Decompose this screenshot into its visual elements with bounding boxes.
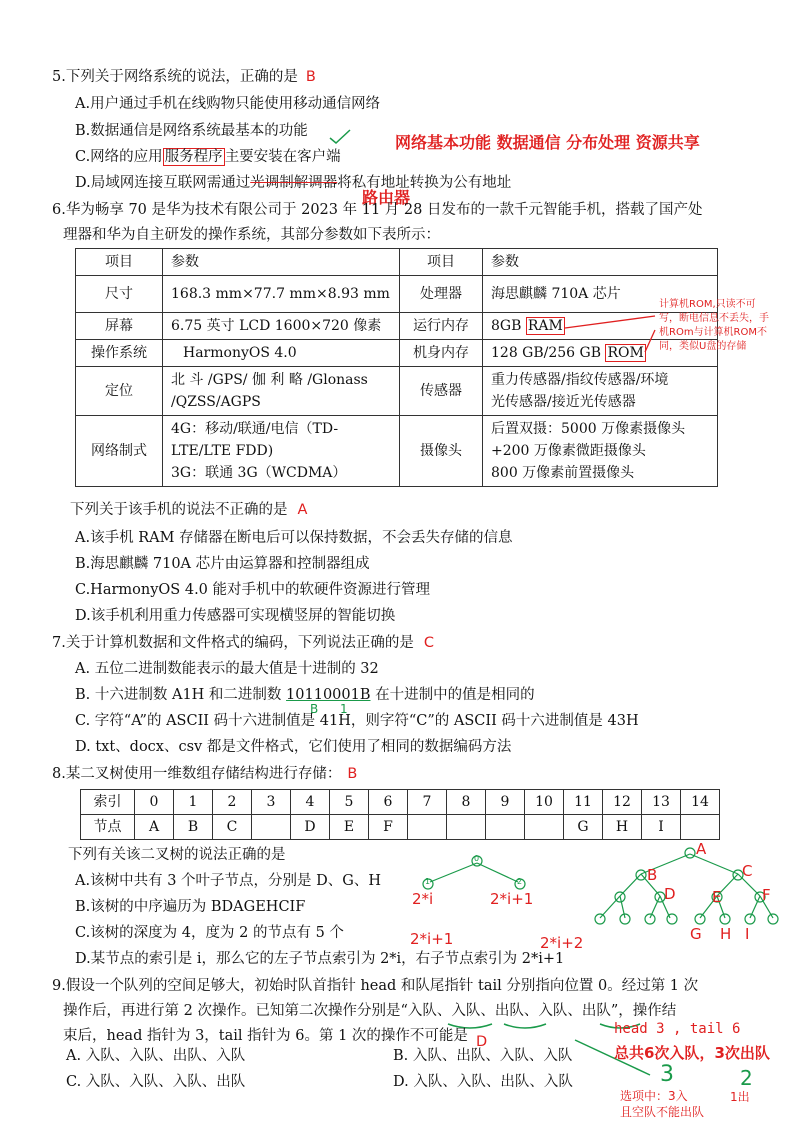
ram-box: RAM bbox=[527, 318, 563, 334]
q9-option-d: D. 入队、入队、出队、入队 bbox=[393, 1074, 573, 1090]
q9-note-1out: 1出 bbox=[730, 1090, 750, 1104]
q9-option-b: B. 入队、出队、入队、入队 bbox=[393, 1048, 573, 1064]
q9-note-ptr: head 3 , tail 6 bbox=[614, 1021, 741, 1037]
q5-answer: B bbox=[305, 69, 316, 85]
q9-stem-line3: 束后，head 指针为 3，tail 指针为 6。第 1 次的操作不可能是 D bbox=[63, 1028, 488, 1050]
table-row: 索引 0 1 2 3 4 5 6 7 8 9 10 11 12 13 14 bbox=[81, 790, 720, 815]
q9-option-a: A. 入队、入队、出队、入队 bbox=[66, 1048, 246, 1064]
q8-option-a: A.该树中共有 3 个叶子节点，分别是 D、G、H bbox=[75, 873, 381, 889]
q6-option-d: D.该手机利用重力传感器可实现横竖屏的智能切换 bbox=[75, 608, 396, 624]
q9-note-choice: 选项中：3入 且空队不能出队 bbox=[620, 1089, 705, 1119]
q7-option-c: C. 字符“A”的 ASCII 码十六进制值是 41H，则字符“C”的 ASCII 码十六进制值是 43H bbox=[75, 713, 639, 729]
q6-option-a: A.该手机 RAM 存储器在断电后可以保持数据，不会丢失存储的信息 bbox=[75, 530, 513, 546]
q7-stem: 7.关于计算机数据和文件格式的编码，下列说法正确的是 C bbox=[52, 635, 434, 651]
q8-answer: B bbox=[347, 766, 358, 782]
q6-sub-stem: 下列关于该手机的说法不正确的是 A bbox=[70, 502, 308, 518]
q5-service-program: 服务程序 bbox=[164, 149, 223, 165]
q8-option-c: C.该树的深度为 4，度为 2 的节点有 5 个 bbox=[75, 925, 344, 941]
q9-note-2: 2 bbox=[740, 1066, 753, 1090]
q6-stem-line2: 理器和华为自主研发的操作系统，其部分参数如下表所示： bbox=[63, 227, 440, 243]
q5-stem: 5.下列关于网络系统的说法，正确的是 B bbox=[52, 69, 316, 85]
q7-option-b: B. 十六进制数 A1H 和二进制数 10110001B 在十进制中的值是相同的 bbox=[75, 687, 535, 703]
table-row: 节点 A B C D E F G H I bbox=[81, 815, 720, 840]
q7-option-a: A. 五位二进制数能表示的最大值是十进制的 32 bbox=[75, 661, 379, 677]
q8-note-2i2: 2*i+2 bbox=[540, 934, 584, 952]
q7-note-1: 1 bbox=[340, 702, 348, 716]
q9-note-total: 总共6次入队，3次出队 bbox=[614, 1044, 770, 1062]
q6-stem-line1: 6.华为畅享 70 是华为技术有限公司于 2023 年 11 月 28 日发布的一款千元智能手机，搭载了国产处 bbox=[52, 202, 703, 218]
q5-option-b: B.数据通信是网络系统最基本的功能 bbox=[75, 123, 308, 139]
q8-note-2i1-b: 2*i+1 bbox=[410, 930, 454, 948]
table-row: 项目 参数 项目 参数 bbox=[76, 249, 718, 276]
q7-option-d: D. txt、docx、csv 都是文件格式，它们使用了相同的数据编码方法 bbox=[75, 739, 512, 755]
q5-option-a: A.用户通过手机在线购物只能使用移动通信网络 bbox=[75, 96, 381, 112]
q9-note-3: 3 bbox=[660, 1062, 674, 1087]
q5-note-functions: 网络基本功能 数据通信 分布处理 资源共享 bbox=[395, 133, 700, 152]
q9-stem-line1: 9.假设一个队列的空间足够大，初始时队首指针 head 和队尾指针 tail 分别指向位置 0。经过第 1 次 bbox=[52, 978, 699, 994]
q6-option-b: B.海思麒麟 710A 芯片由运算器和控制器组成 bbox=[75, 556, 370, 572]
table-row: 尺寸 168.3 mm×77.7 mm×8.93 mm 处理器 海思麒麟 710A 芯片 bbox=[76, 276, 718, 313]
table-row: 定位 北 斗 /GPS/ 伽 利 略 /Glonass /QZSS/AGPS 传感器 重力传感器/指纹传感器/环境 光传感器/接近光传感器 bbox=[76, 367, 718, 416]
q7-answer: C bbox=[423, 635, 434, 651]
q5-option-c: C.网络的应用 服务程序 主要安装在客户端 bbox=[75, 149, 341, 165]
q8-stem: 8.某二叉树使用一维数组存储结构进行存储： B bbox=[52, 766, 358, 782]
q8-note-2i: 2*i bbox=[412, 890, 434, 908]
q5-option-d: D.局域网连接互联网需通过光调制解调器将私有地址转换为公有地址 bbox=[75, 175, 512, 191]
q5-note-router: 路由器 bbox=[362, 188, 411, 207]
q8-option-b: B.该树的中序遍历为 BDAGEHCIF bbox=[75, 899, 306, 915]
table-row: 屏幕 6.75 英寸 LCD 1600×720 像素 运行内存 8GB RAM bbox=[76, 313, 718, 340]
q9-stem-line2: 操作后，再进行第 2 次操作。已知第二次操作分别是“入队、入队、出队、入队、出队”，操作结 bbox=[63, 1003, 677, 1019]
q9-option-c: C. 入队、入队、入队、出队 bbox=[66, 1074, 246, 1090]
q8-sub-stem: 下列有关该二叉树的说法正确的是 bbox=[68, 847, 286, 863]
q6-option-c: C.HarmonyOS 4.0 能对手机中的软硬件资源进行管理 bbox=[75, 582, 431, 598]
q8-option-d: D.某节点的索引是 i，那么它的左子节点索引为 2*i，右子节点索引为 2*i+1 bbox=[75, 951, 565, 967]
q8-note-2i1: 2*i+1 bbox=[490, 890, 534, 908]
q6-note-rom: 计算机ROM,只读不可 写，断电信息不丢失，手 机ROm与计算机ROM不 同，类似U盘的存储 bbox=[659, 299, 769, 352]
table-row: 网络制式 4G：移动/联通/电信（TD- LTE/LTE FDD) 3G：联通 3G（WCDMA） 摄像头 后置双摄：5000 万像素摄像头 +200 万像素微距摄像头 800 万像素前置摄像头 bbox=[76, 416, 718, 487]
q9-answer: D bbox=[475, 1034, 488, 1050]
table-row: 操作系统 HarmonyOS 4.0 机身内存 128 GB/256 GB ROM bbox=[76, 340, 718, 367]
rom-box: ROM bbox=[607, 345, 644, 361]
q6-answer: A bbox=[297, 502, 308, 518]
q7-note-b: B bbox=[310, 702, 319, 716]
